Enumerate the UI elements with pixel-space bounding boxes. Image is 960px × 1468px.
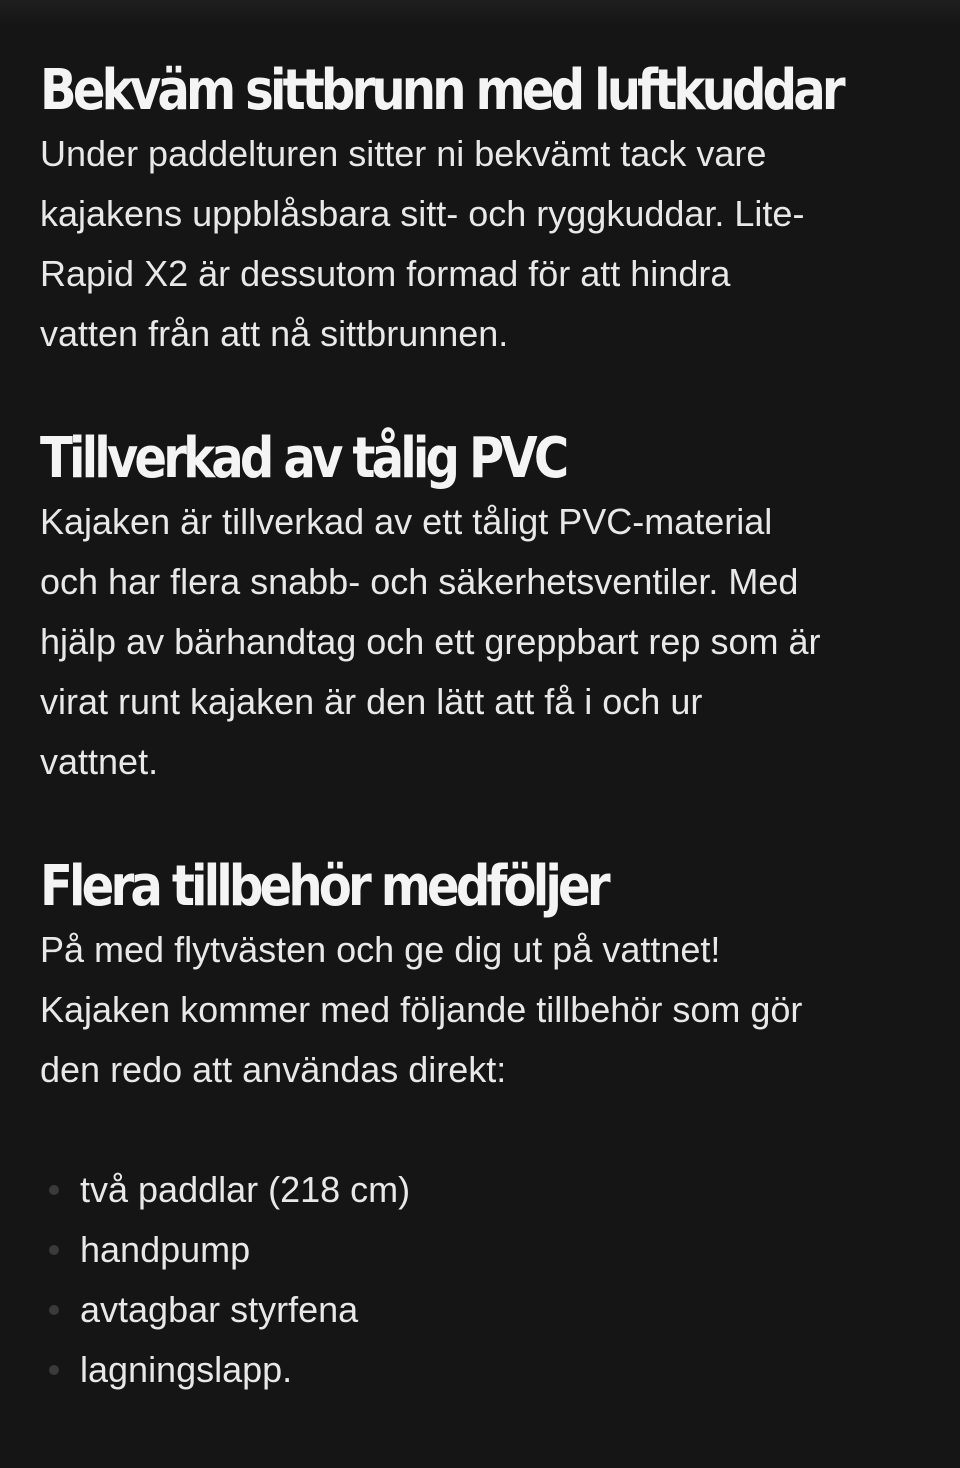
paragraph-line: På med flytvästen och ge dig ut på vattnet! bbox=[40, 929, 721, 970]
paragraph-line: kajakens uppblåsbara sitt- och ryggkuddar. Lite- bbox=[40, 193, 805, 234]
paragraph-line: Kajaken kommer med följande tillbehör som gör bbox=[40, 989, 803, 1030]
section-paragraph bbox=[40, 124, 920, 364]
paragraph-line: Under paddelturen sitter ni bekvämt tack vare bbox=[40, 133, 767, 174]
section-cockpit bbox=[40, 58, 920, 364]
paragraph-line: Kajaken är tillverkad av ett tåligt PVC-material bbox=[40, 501, 773, 542]
list-item bbox=[40, 1160, 920, 1220]
paragraph-line: och har flera snabb- och säkerhetsventiler. Med bbox=[40, 561, 799, 602]
paragraph-line: Rapid X2 är dessutom formad för att hindra bbox=[40, 253, 731, 294]
paragraph-line: hjälp av bärhandtag och ett greppbart rep som är bbox=[40, 621, 821, 662]
bullet-icon bbox=[49, 1245, 59, 1255]
section-accessories bbox=[40, 854, 920, 1400]
section-heading: Tillverkad av tålig PVC bbox=[40, 426, 566, 491]
section-paragraph bbox=[40, 492, 920, 792]
paragraph-line: den redo att användas direkt: bbox=[40, 1049, 507, 1090]
list-item bbox=[40, 1340, 920, 1400]
section-heading: Bekväm sittbrunn med luftkuddar bbox=[40, 58, 842, 123]
accessories-list bbox=[40, 1160, 920, 1400]
section-heading: Flera tillbehör medföljer bbox=[40, 854, 607, 919]
paragraph-line: virat runt kajaken är den lätt att få i och ur bbox=[40, 681, 703, 722]
top-edge bbox=[0, 0, 960, 26]
list-item bbox=[40, 1280, 920, 1340]
list-item bbox=[40, 1220, 920, 1280]
section-material bbox=[40, 426, 920, 792]
paragraph-line: vattnet. bbox=[40, 741, 159, 782]
list-item-label: avtagbar styrfena bbox=[80, 1289, 359, 1330]
bullet-icon bbox=[49, 1305, 59, 1315]
section-paragraph bbox=[40, 920, 920, 1100]
list-item-label: lagningslapp. bbox=[80, 1349, 293, 1390]
product-description bbox=[40, 58, 920, 1400]
list-item-label: två paddlar (218 cm) bbox=[80, 1169, 411, 1210]
paragraph-line: vatten från att nå sittbrunnen. bbox=[40, 313, 509, 354]
bullet-icon bbox=[49, 1365, 59, 1375]
list-item-label: handpump bbox=[80, 1229, 251, 1270]
bullet-icon bbox=[49, 1185, 59, 1195]
